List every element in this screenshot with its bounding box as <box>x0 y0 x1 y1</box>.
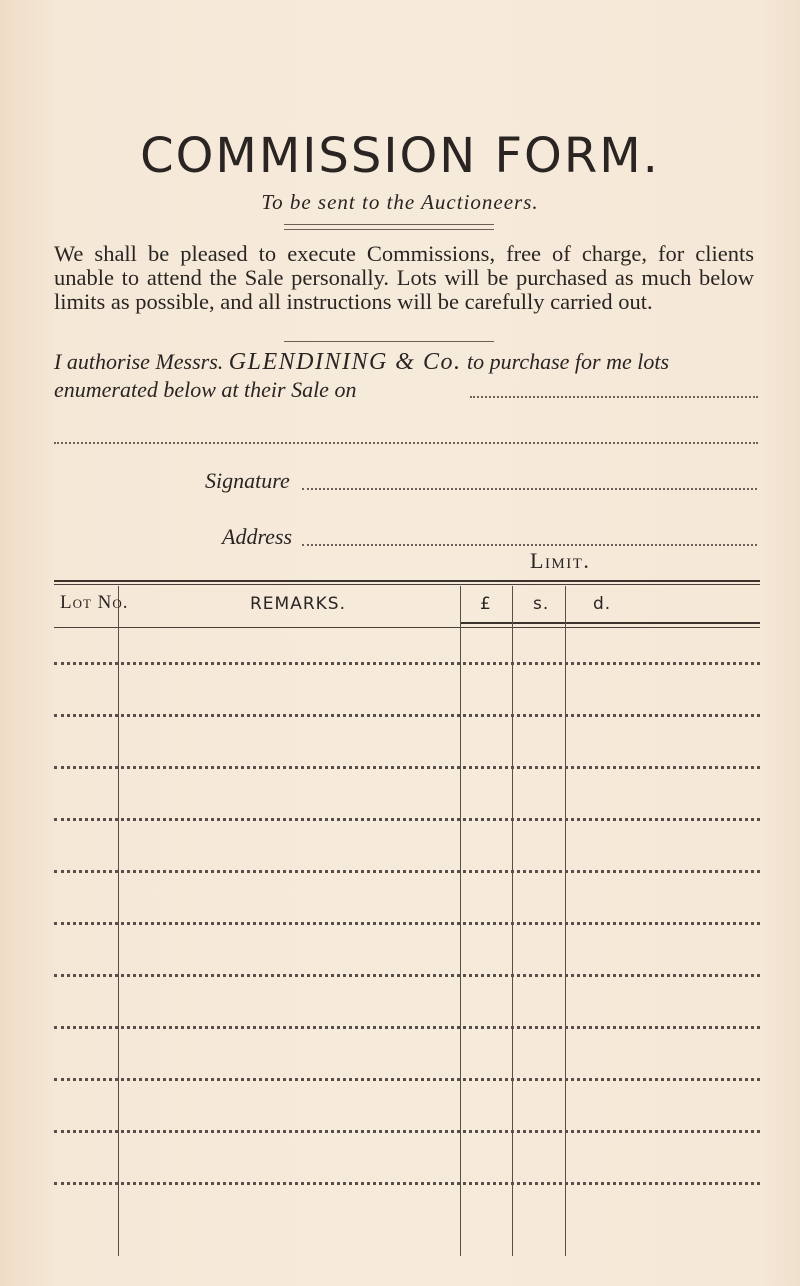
table-row[interactable] <box>54 1026 760 1029</box>
table-row[interactable] <box>54 1078 760 1081</box>
table-row[interactable] <box>54 974 760 977</box>
shillings-header: s. <box>533 594 550 614</box>
remarks-header: REMARKS. <box>250 594 347 614</box>
authorise-suffix: to purchase for me lots enumerated below at their Sale on <box>54 349 670 402</box>
table-row[interactable] <box>54 766 760 769</box>
title-divider <box>284 224 494 230</box>
lot-number-header: Lot No. <box>60 592 129 613</box>
intro-divider <box>284 341 494 342</box>
table-row[interactable] <box>54 922 760 925</box>
signature-label: Signature <box>205 468 290 493</box>
firm-name: GLENDINING & Co. <box>228 349 462 375</box>
sale-date-field[interactable] <box>470 396 758 398</box>
limit-header-rule <box>460 622 760 624</box>
intro-paragraph: We shall be pleased to execute Commissions, free of charge, for clients unable to attend the Sale personally. Lots will be purchased as much below limits as possible, and all instructions will be carefully carried out. <box>54 241 754 314</box>
address-label: Address <box>222 524 293 549</box>
pence-header: d. <box>593 594 612 614</box>
pounds-header: £ <box>480 594 492 614</box>
address-field[interactable] <box>302 544 757 546</box>
pounds-column-divider <box>512 586 513 1256</box>
table-top-rule <box>54 580 760 582</box>
table-row[interactable] <box>54 818 760 821</box>
table-top-rule-inner <box>54 584 760 585</box>
table-row[interactable] <box>54 1182 760 1185</box>
limit-heading: Limit. <box>530 548 591 573</box>
signature-field[interactable] <box>302 488 757 490</box>
sale-date-field-continued[interactable] <box>54 442 758 444</box>
table-row[interactable] <box>54 1130 760 1133</box>
remarks-column-divider <box>460 586 461 1256</box>
authorise-prefix: I authorise Messrs. <box>54 349 224 374</box>
header-bottom-rule <box>54 627 760 628</box>
form-subtitle: To be sent to the Auctioneers. <box>261 190 539 214</box>
lot-column-divider <box>118 586 119 1256</box>
form-title: COMMISSION FORM. <box>140 128 660 184</box>
table-row[interactable] <box>54 662 760 665</box>
table-row[interactable] <box>54 870 760 873</box>
shillings-column-divider <box>565 586 566 1256</box>
table-row[interactable] <box>54 714 760 717</box>
